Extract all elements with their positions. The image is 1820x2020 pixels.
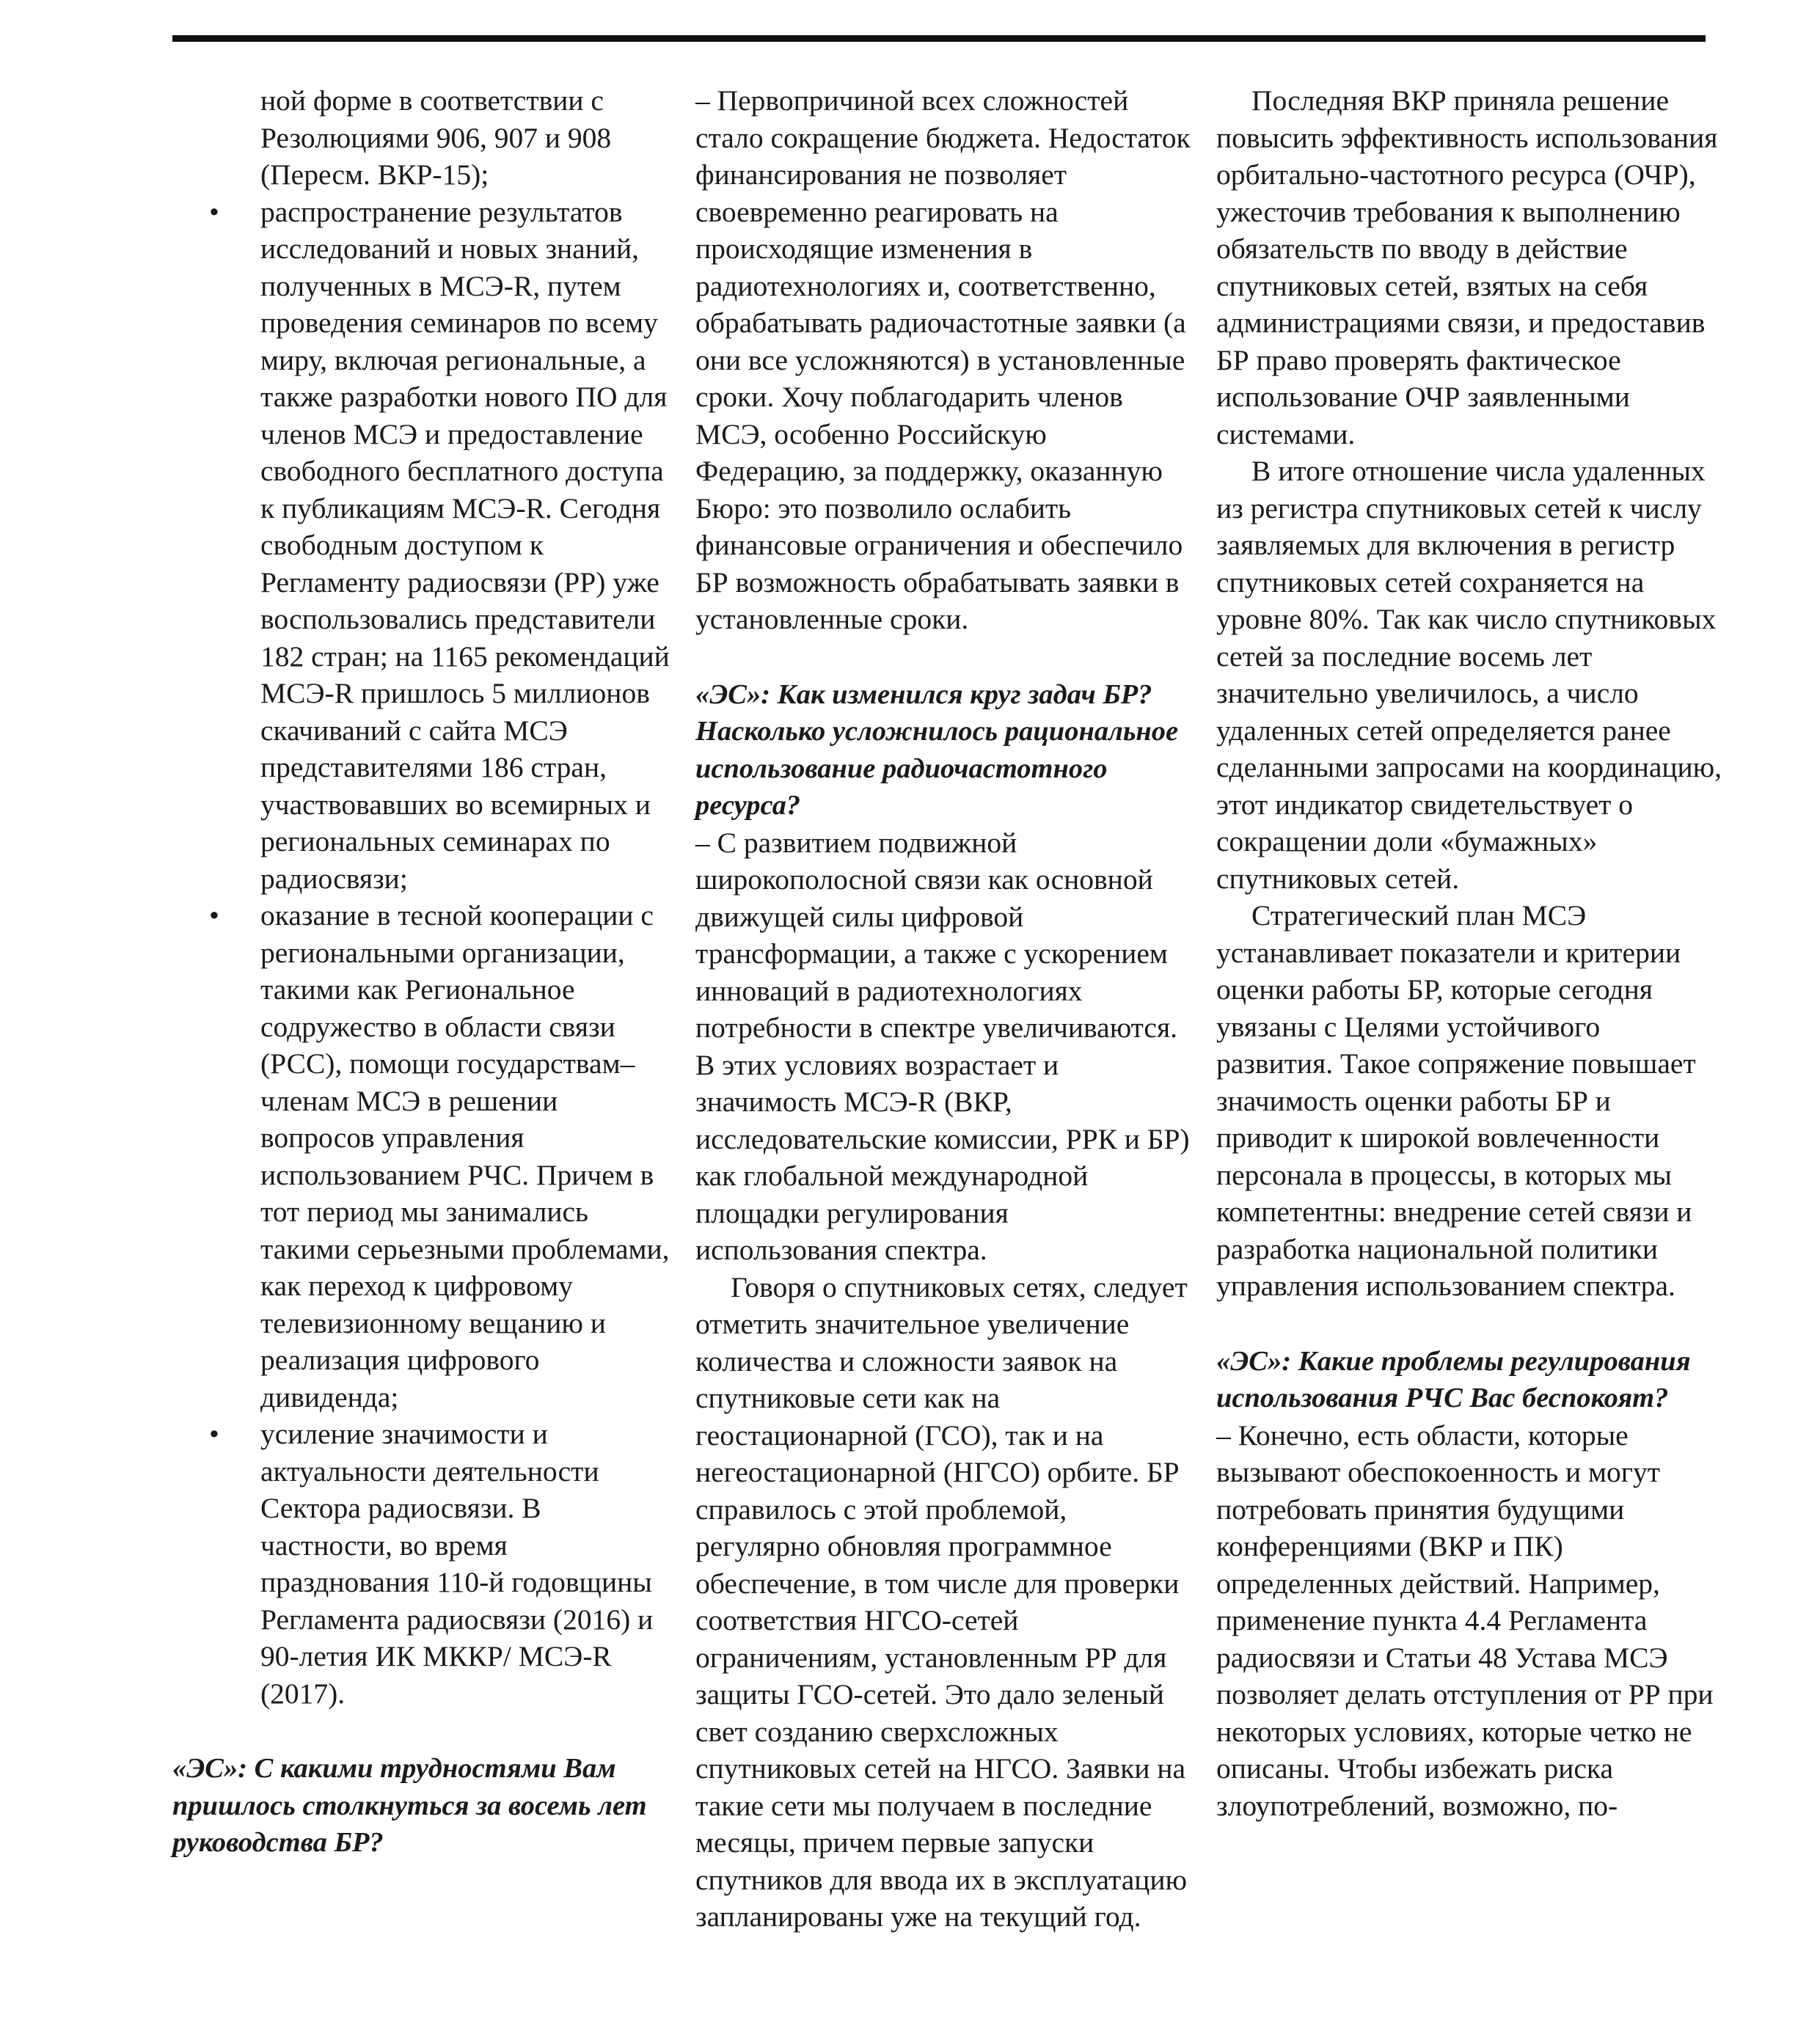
bullet-text: распространение результатов исследований и новых знаний, полученных в МСЭ-R, путем проведения семинаров по всему миру, включая региональные, а также разработки нового ПО для членов МСЭ и предоставление свободного бесплатного доступа к публикациям МСЭ-R. Сегодня свободным доступом к Регламенту радиосвязи (РР) уже воспользовались представители 182 стран; на 1165 рекомендаций МСЭ-R пришлось 5 миллионов скачиваний с сайта МСЭ представителями 186 стран, участвовавших во всемирных и региональных семинарах по радиосвязи; bbox=[260, 195, 670, 895]
bullet-icon: • bbox=[209, 195, 219, 228]
body-paragraph: В итоге отношение числа удаленных из регистра спутниковых сетей к числу заявляемых для включения в регистр спутниковых сетей сохраняется на уровне 80%. Так как число спутниковых сетей за последние восемь лет значительно увеличилось, а число удаленных сетей определяется ранее сделанными запросами на координацию, этот индикатор свидетельствует о сокращении доли «бумажных» спутниковых сетей. bbox=[1216, 455, 1722, 895]
answer-paragraph: – С развитием подвижной широкополосной связи как основной движущей силы цифровой трансформации, а также с ускорением инноваций в радиотехнологиях потребности в спектре увеличиваются. В этих условиях возрастает и значимость МСЭ-R (ВКР, исследовательские комиссии, РРК и БР) как глобальной международной площадки регулирования использования спектра. bbox=[695, 826, 1190, 1266]
interview-question: «ЭС»: С какими трудностями Вам пришлось столкнуться за восемь лет руководства БР? bbox=[172, 1753, 647, 1858]
top-rule bbox=[172, 35, 1706, 42]
interview-question: «ЭС»: Какие проблемы регулирования использования РЧС Вас беспокоят? bbox=[1216, 1345, 1691, 1413]
interview-question: «ЭС»: Как изменился круг задач БР? Насколько усложнилось рациональное использование радиочастотного ресурса? bbox=[695, 678, 1179, 821]
bullet-text: усиление значимости и актуальности деятельности Сектора радиосвязи. В частности, во время празднования 110-й годовщины Регламента радиосвязи (2016) и 90-летия ИК МККР/ МСЭ-R (2017). bbox=[260, 1418, 654, 1710]
bullet-text: оказание в тесной кооперации с региональными организации, такими как Региональное содружество в области связи (РСС), помощи государствам–членам МСЭ в решении вопросов управления использованием РЧС. Причем в тот период мы занимались такими серьезными проблемами, как переход к цифровому телевизионному вещанию и реализация цифрового дивиденда; bbox=[260, 899, 670, 1413]
column-1 bbox=[172, 82, 671, 1862]
continuation-text: ной форме в соответствии с Резолюциями 906, 907 и 908 (Пересм. ВКР-15); bbox=[260, 84, 612, 191]
bullet-list bbox=[172, 194, 671, 1713]
body-paragraph: Последняя ВКР приняла решение повысить эффективность использования орбитально-частотного ресурса (ОЧР), ужесточив требования к выполнению обязательств по вводу в действие спутниковых сетей, взятых на себя администрациями связи, и предоставив БР право проверять фактическое использование ОЧР заявленными системами. bbox=[1216, 84, 1718, 450]
list-item bbox=[172, 897, 671, 1416]
list-item bbox=[172, 194, 671, 898]
body-paragraph: Говоря о спутниковых сетях, следует отметить значительное увеличение количества и сложности заявок на спутниковые сети как на геостационарной (ГСО), так и на негеостационарной (НГСО) орбите. БР справилось с этой проблемой, регулярно обновляя программное обеспечение, в том числе для проверки соответствия НГСО-сетей ограничениям, установленным РР для защиты ГСО-сетей. Это дало зеленый свет созданию сверхсложных спутниковых сетей на НГСО. Заявки на такие сети мы получаем в последние месяцы, причем первые запуски спутников для ввода их в эксплуатацию запланированы уже на текущий год. bbox=[695, 1270, 1188, 1933]
body-paragraph: Стратегический план МСЭ устанавливает показатели и критерии оценки работы БР, которые сегодня увязаны с Целями устойчивого развития. Такое сопряжение повышает значимость оценки работы БР и приводит к широкой вовлеченности персонала в процессы, в которых мы компетентны: внедрение сетей связи и разработка национальной политики управления использованием спектра. bbox=[1216, 899, 1696, 1302]
answer-paragraph: – Конечно, есть области, которые вызывают обеспокоенность и могут потребовать принятия будущими конференциями (ВКР и ПК) определенных действий. Например, применение пункта 4.4 Регламента радиосвязи и Статьи 48 Устава МСЭ позволяет делать отступления от РР при некоторых условиях, которые четко не описаны. Чтобы избежать риска злоупотреблений, возможно, по- bbox=[1216, 1419, 1714, 1822]
bullet-icon: • bbox=[209, 899, 219, 932]
bullet-icon: • bbox=[209, 1418, 219, 1450]
answer-paragraph: – Первопричиной всех сложностей стало сокращение бюджета. Недостаток финансирования не позволяет своевременно реагировать на происходящие изменения в радиотехнологиях и, соответственно, обрабатывать радиочастотные заявки (а они все усложняются) в установленные сроки. Хочу поблагодарить членов МСЭ, особенно Российскую Федерацию, за поддержку, оказанную Бюро: это позволило ослабить финансовые ограничения и обеспечило БР возможность обрабатывать заявки в установленные сроки. bbox=[695, 84, 1191, 635]
column-3 bbox=[1216, 82, 1722, 1824]
list-item bbox=[172, 1416, 671, 1712]
column-2 bbox=[695, 82, 1194, 1936]
